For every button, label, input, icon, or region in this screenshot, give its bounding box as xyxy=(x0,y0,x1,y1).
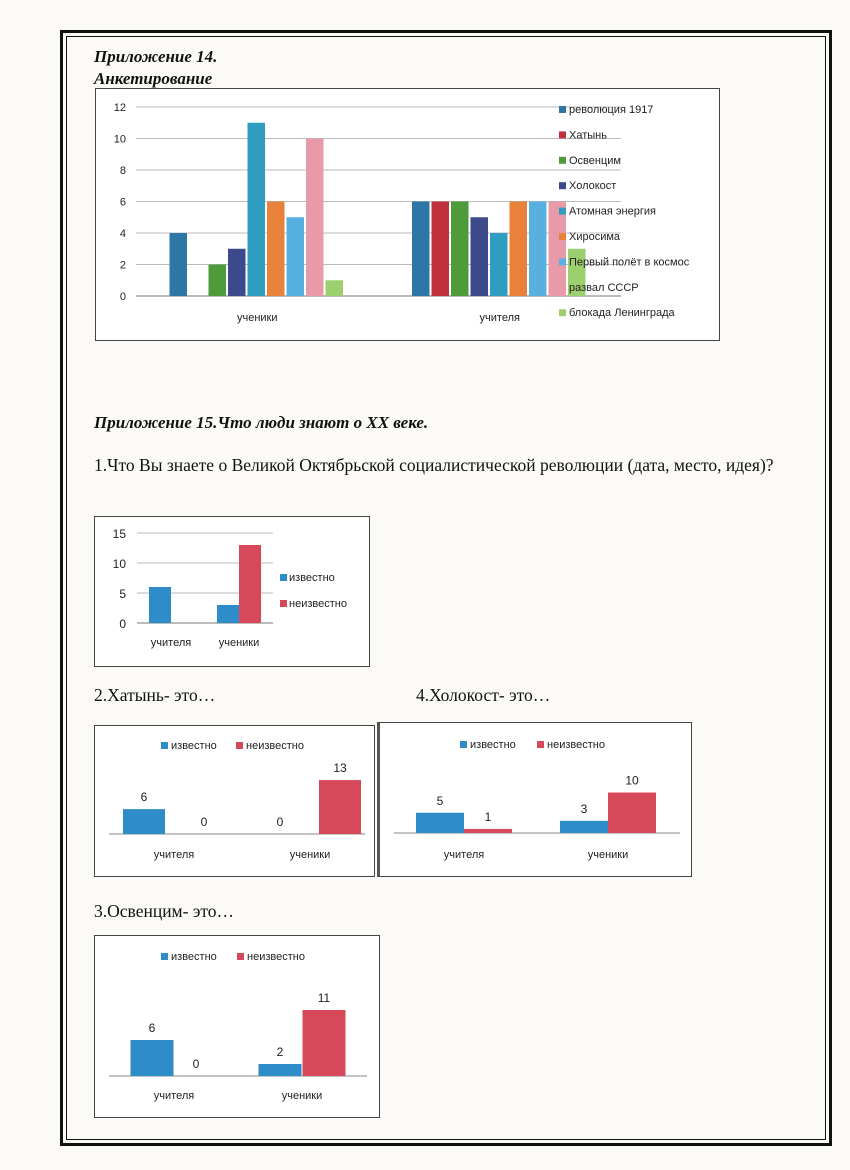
bar xyxy=(529,202,547,297)
q1-chart xyxy=(94,516,370,667)
bar xyxy=(228,249,246,296)
bar xyxy=(209,265,227,297)
q1-chart-svg xyxy=(95,517,371,668)
data-label: 13 xyxy=(333,761,347,776)
legend-label: неизвестно xyxy=(289,598,347,610)
bar xyxy=(464,829,512,833)
data-label: 10 xyxy=(625,773,639,788)
bar xyxy=(510,202,528,297)
q3-chart-svg xyxy=(95,936,381,1119)
x-tick-label: учителя xyxy=(150,637,192,649)
bar xyxy=(259,1064,302,1076)
legend-swatch xyxy=(559,208,566,215)
y-tick-label: 0 xyxy=(119,291,126,303)
data-label: 2 xyxy=(276,1045,284,1059)
x-tick-label: учителя xyxy=(153,1090,195,1102)
y-tick-label: 8 xyxy=(119,165,126,177)
bar xyxy=(149,587,171,623)
bar xyxy=(248,123,266,296)
data-label: 6 xyxy=(148,1021,156,1035)
legend-label: Освенцим xyxy=(569,154,621,167)
data-label: 0 xyxy=(276,815,284,829)
legend-swatch xyxy=(559,157,566,164)
appendix-15-title: Приложение 15.Что люди знают о XX веке. xyxy=(94,413,429,432)
bar xyxy=(549,202,567,297)
x-tick-label: ученики xyxy=(281,1090,323,1102)
q2-chart-svg xyxy=(95,726,376,878)
y-tick-label: 12 xyxy=(113,102,126,114)
q4-chart xyxy=(377,722,692,877)
bar xyxy=(412,202,430,297)
question-3: 3.Освенцим- это… xyxy=(94,901,235,921)
bar xyxy=(560,821,608,833)
legend-label: блокада Ленинграда xyxy=(569,307,675,320)
data-label: 5 xyxy=(436,793,444,808)
bar xyxy=(287,217,305,296)
q4-chart-svg xyxy=(380,723,692,878)
question-1: 1.Что Вы знаете о Великой Октябрьской социалистической революции (дата, место, идея)? xyxy=(94,455,774,475)
legend-label: Хиросима xyxy=(569,231,621,243)
question-2: 2.Хатынь- это… xyxy=(94,685,216,705)
legend-swatch xyxy=(161,953,168,960)
legend-label: Атомная энергия xyxy=(569,205,656,218)
q2-chart xyxy=(94,725,375,877)
appendix-14-title: Приложение 14. xyxy=(94,47,218,66)
legend-swatch xyxy=(559,258,566,265)
legend-label: известно xyxy=(289,572,335,584)
q3-chart xyxy=(94,935,380,1118)
x-tick-label: ученики xyxy=(236,312,278,324)
x-tick-label: учителя xyxy=(153,849,195,861)
data-label: 6 xyxy=(140,790,148,805)
legend-label: Хатынь xyxy=(569,129,607,142)
bar xyxy=(326,280,344,296)
bar xyxy=(432,202,450,297)
bar xyxy=(217,605,239,623)
bar xyxy=(490,233,508,296)
legend-swatch xyxy=(559,284,566,291)
y-tick-label: 5 xyxy=(119,587,126,601)
bar xyxy=(306,139,324,297)
data-label: 3 xyxy=(580,801,588,816)
survey-chart xyxy=(95,88,720,341)
data-label: 11 xyxy=(317,991,331,1005)
legend-swatch xyxy=(559,131,566,138)
data-label: 0 xyxy=(192,1057,200,1071)
y-tick-label: 0 xyxy=(119,617,126,631)
bar xyxy=(170,233,188,296)
x-tick-label: учителя xyxy=(479,312,520,324)
bar xyxy=(239,545,261,623)
legend-label: неизвестно xyxy=(247,951,305,963)
bar xyxy=(123,809,165,834)
legend-label: известно xyxy=(171,951,217,963)
legend-swatch xyxy=(236,742,243,749)
legend-swatch xyxy=(460,741,467,748)
legend-swatch xyxy=(559,182,566,189)
x-tick-label: ученики xyxy=(218,637,260,649)
legend-label: Холокост xyxy=(569,180,617,193)
data-label: 0 xyxy=(200,815,208,829)
bar xyxy=(131,1040,174,1076)
legend-label: Первый полёт в космос xyxy=(569,256,690,269)
legend-label: неизвестно xyxy=(246,740,304,752)
legend-swatch xyxy=(559,309,566,316)
legend-label: известно xyxy=(171,740,217,752)
y-tick-label: 6 xyxy=(119,196,126,209)
x-tick-label: учителя xyxy=(443,849,485,861)
question-4: 4.Холокост- это… xyxy=(416,685,551,705)
bar xyxy=(319,780,361,834)
legend-swatch xyxy=(559,233,566,240)
data-label: 1 xyxy=(484,809,492,824)
y-tick-label: 15 xyxy=(112,527,126,541)
legend-swatch xyxy=(280,574,287,581)
y-tick-label: 4 xyxy=(119,228,126,240)
legend-swatch xyxy=(559,106,566,113)
legend-swatch xyxy=(280,600,287,607)
legend-swatch xyxy=(161,742,168,749)
bar xyxy=(608,793,656,834)
bar xyxy=(267,202,285,297)
bar xyxy=(471,217,489,296)
legend-label: развал СССР xyxy=(569,281,639,294)
x-tick-label: ученики xyxy=(587,849,629,861)
appendix-14-subtitle: Анкетирование xyxy=(94,69,213,88)
x-tick-label: ученики xyxy=(289,849,331,861)
bar xyxy=(451,202,469,297)
legend-label: неизвестно xyxy=(547,739,605,751)
legend-label: революция 1917 xyxy=(569,104,654,116)
y-tick-label: 2 xyxy=(119,259,126,272)
bar xyxy=(303,1010,346,1076)
survey-chart-svg xyxy=(96,89,721,342)
y-tick-label: 10 xyxy=(113,133,126,146)
y-tick-label: 10 xyxy=(112,557,126,571)
legend-swatch xyxy=(237,953,244,960)
legend-label: известно xyxy=(470,739,516,751)
legend-swatch xyxy=(537,741,544,748)
bar xyxy=(416,813,464,833)
